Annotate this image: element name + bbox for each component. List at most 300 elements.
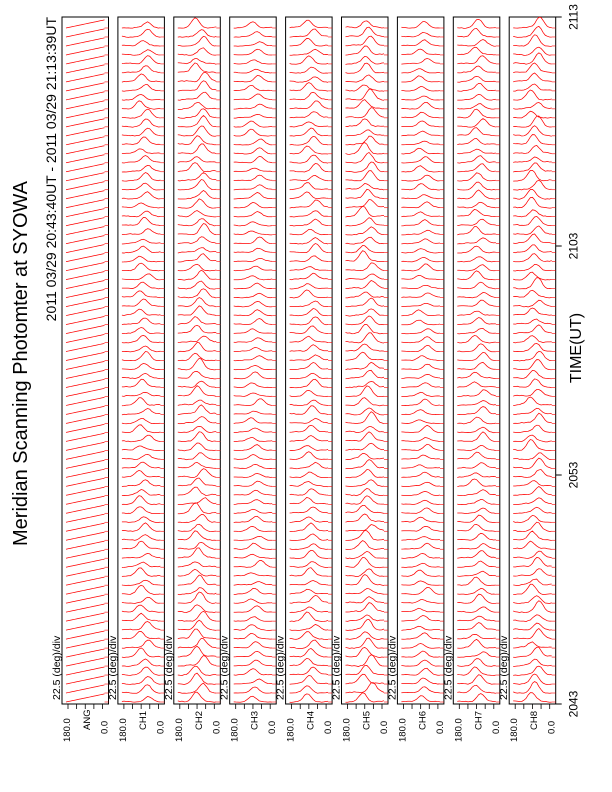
trace-line — [178, 562, 217, 567]
trace-line — [401, 329, 440, 334]
trace-line — [234, 399, 273, 406]
trace-line — [290, 146, 329, 154]
trace-line — [290, 436, 329, 442]
trace-line — [457, 257, 496, 262]
trace-line — [513, 210, 552, 217]
trace-line — [346, 171, 385, 181]
y-tick-label: 180.0 — [453, 718, 465, 742]
trace-line — [122, 128, 160, 136]
trace-line — [122, 50, 160, 56]
trace-line — [457, 104, 496, 109]
trace-line — [234, 139, 273, 145]
panel-ylabel: CH4 — [305, 710, 317, 730]
trace-line — [457, 623, 496, 630]
trace-line — [178, 605, 217, 613]
trace-line — [66, 541, 105, 549]
trace-line — [513, 234, 552, 244]
trace-line — [513, 216, 552, 225]
trace-line — [234, 319, 273, 325]
trace-line — [457, 300, 496, 306]
trace-line — [513, 308, 552, 315]
trace-line — [513, 425, 552, 432]
trace-line — [66, 415, 105, 423]
trace-line — [346, 541, 385, 550]
trace-line — [513, 666, 552, 675]
trace-line — [401, 32, 440, 37]
trace-line — [346, 333, 385, 343]
trace-line — [513, 135, 552, 145]
y-tick-label: 0.0 — [155, 720, 167, 734]
trace-line — [66, 613, 105, 621]
trace-line — [457, 685, 496, 693]
trace-line — [234, 582, 273, 586]
trace-line — [178, 190, 217, 199]
trace-line — [66, 218, 105, 226]
trace-line — [122, 41, 160, 47]
trace-line — [290, 607, 329, 613]
trace-line — [513, 103, 552, 110]
trace-line — [234, 276, 273, 280]
trace-line — [513, 453, 552, 460]
trace-line — [178, 48, 217, 56]
trace-line — [178, 381, 217, 388]
trace-line — [513, 397, 552, 406]
trace-line — [346, 108, 385, 118]
trace-line — [178, 237, 217, 244]
trace-line — [346, 75, 385, 82]
trace-line — [290, 425, 329, 432]
trace-line — [513, 647, 552, 657]
trace-line — [401, 626, 440, 630]
panel-scale-label: 22.5 (deg)/div — [218, 635, 231, 700]
trace-line — [178, 336, 217, 342]
trace-line — [122, 29, 160, 37]
trace-line — [457, 515, 496, 523]
trace-line — [122, 696, 160, 702]
trace-line — [457, 473, 496, 478]
trace-line — [401, 508, 440, 514]
panel-scale-label: 22.5 (deg)/div — [162, 635, 175, 700]
trace-line — [122, 568, 160, 576]
trace-line — [346, 227, 385, 235]
trace-line — [122, 74, 160, 82]
y-tick-label: 0.0 — [99, 720, 111, 734]
trace-line — [513, 47, 552, 55]
trace-line — [66, 631, 105, 639]
trace-line — [66, 532, 105, 540]
trace-line — [401, 455, 440, 459]
trace-line — [457, 119, 496, 128]
y-tick-label: 0.0 — [323, 720, 335, 734]
trace-line — [290, 373, 329, 379]
trace-line — [457, 634, 496, 638]
trace-line — [513, 344, 552, 352]
trace-line — [122, 299, 160, 306]
trace-line — [401, 141, 440, 145]
trace-line — [178, 298, 217, 307]
trace-line — [234, 465, 273, 469]
trace-line — [122, 613, 160, 621]
trace-line — [290, 632, 329, 640]
trace-line — [178, 432, 217, 442]
trace-line — [122, 282, 160, 289]
trace-line — [457, 362, 496, 369]
trace-line — [457, 561, 496, 567]
trace-line — [401, 644, 440, 649]
trace-line — [457, 432, 496, 442]
trace-line — [401, 392, 440, 396]
trace-line — [234, 411, 273, 414]
trace-line — [513, 569, 552, 576]
trace-line — [457, 452, 496, 459]
trace-line — [513, 351, 552, 361]
trace-line — [66, 649, 105, 657]
trace-line — [401, 285, 440, 288]
trace-line — [66, 245, 105, 253]
trace-line — [122, 685, 160, 694]
trace-line — [234, 679, 273, 684]
trace-line — [178, 109, 217, 118]
trace-line — [401, 364, 440, 369]
trace-line — [122, 379, 160, 387]
trace-line — [178, 386, 217, 397]
trace-line — [401, 175, 440, 181]
trace-line — [122, 137, 160, 145]
trace-line — [401, 166, 440, 172]
trace-line — [457, 372, 496, 378]
panel-scale-label: 22.5 (deg)/div — [386, 635, 399, 700]
trace-line — [513, 481, 552, 486]
trace-line — [122, 667, 160, 675]
trace-line — [178, 343, 217, 352]
trace-line — [178, 211, 217, 217]
trace-line — [346, 496, 385, 505]
trace-line — [513, 170, 552, 181]
trace-line — [513, 390, 552, 397]
trace-line — [290, 462, 329, 468]
trace-line — [457, 66, 496, 73]
trace-line — [122, 425, 160, 433]
trace-line — [346, 558, 385, 568]
trace-line — [234, 168, 273, 172]
trace-line — [513, 290, 552, 298]
trace-line — [66, 56, 105, 64]
trace-line — [122, 677, 160, 685]
trace-line — [234, 42, 273, 47]
trace-line — [457, 39, 496, 46]
trace-line — [66, 577, 105, 585]
trace-line — [513, 435, 552, 442]
trace-line — [290, 92, 329, 99]
trace-line — [290, 667, 329, 675]
trace-line — [346, 218, 385, 226]
trace-line — [122, 156, 160, 163]
trace-line — [346, 469, 385, 477]
trace-line — [401, 587, 440, 594]
trace-line — [457, 173, 496, 181]
trace-line — [290, 128, 329, 136]
trace-line — [234, 660, 273, 666]
trace-line — [66, 361, 105, 369]
panel-scale-label: 22.5 (deg)/div — [330, 635, 343, 700]
trace-line — [178, 611, 217, 621]
trace-line — [66, 182, 105, 190]
trace-line — [66, 568, 105, 576]
trace-line — [457, 479, 496, 487]
trace-line — [513, 336, 552, 343]
trace-line — [457, 190, 496, 199]
trace-line — [513, 470, 552, 478]
trace-line — [401, 69, 440, 73]
trace-line — [234, 509, 273, 513]
trace-line — [513, 596, 552, 604]
trace-line — [346, 480, 385, 487]
trace-line — [234, 474, 273, 478]
trace-line — [122, 246, 160, 253]
trace-line — [346, 189, 385, 198]
trace-line — [66, 119, 105, 127]
trace-line — [178, 443, 217, 451]
trace-line — [122, 109, 160, 118]
trace-line — [401, 608, 440, 612]
trace-line — [178, 136, 217, 145]
trace-line — [457, 19, 496, 28]
trace-line — [178, 325, 217, 333]
trace-line — [346, 569, 385, 577]
trace-line — [401, 87, 440, 92]
trace-line — [401, 651, 440, 657]
trace-line — [178, 306, 217, 316]
trace-line — [122, 622, 160, 630]
trace-line — [513, 498, 552, 505]
trace-line — [346, 237, 385, 244]
trace-line — [401, 59, 440, 65]
trace-line — [234, 185, 273, 190]
trace-line — [122, 580, 160, 585]
trace-line — [234, 301, 273, 306]
trace-line — [457, 344, 496, 352]
trace-line — [290, 112, 329, 118]
trace-line — [122, 462, 160, 468]
trace-line — [346, 362, 385, 369]
trace-line — [178, 317, 217, 325]
trace-line — [401, 465, 440, 468]
trace-line — [401, 157, 440, 163]
trace-line — [122, 535, 160, 541]
trace-line — [513, 370, 552, 378]
trace-line — [401, 554, 440, 559]
trace-line — [122, 435, 160, 442]
trace-line — [457, 149, 496, 154]
trace-line — [66, 343, 105, 351]
trace-line — [122, 585, 160, 594]
trace-line — [401, 275, 440, 279]
trace-line — [290, 175, 329, 180]
trace-line — [457, 271, 496, 280]
trace-line — [66, 65, 105, 73]
trace-line — [66, 478, 105, 486]
trace-line — [234, 696, 273, 702]
trace-line — [66, 595, 105, 603]
trace-line — [178, 400, 217, 405]
trace-line — [401, 303, 440, 306]
trace-line — [122, 418, 160, 423]
trace-line — [66, 263, 105, 271]
trace-line — [122, 597, 160, 603]
trace-line — [66, 316, 105, 324]
trace-line — [513, 413, 552, 423]
panels — [51, 17, 558, 742]
panel-ch8 — [498, 17, 558, 742]
trace-line — [346, 263, 385, 271]
trace-line — [66, 92, 105, 100]
trace-line — [234, 393, 273, 396]
trace-line — [234, 418, 273, 424]
trace-line — [346, 316, 385, 325]
trace-line — [234, 588, 273, 594]
y-tick-label: 0.0 — [434, 720, 446, 734]
trace-line — [401, 399, 440, 406]
trace-line — [513, 226, 552, 235]
trace-line — [178, 515, 217, 523]
time-range-label: 2011 03/29 20:43:40UT - 2011 03/29 21:13:39UT — [43, 17, 59, 322]
trace-line — [178, 588, 217, 595]
trace-line — [234, 651, 273, 657]
trace-line — [346, 183, 385, 190]
trace-line — [401, 96, 440, 100]
trace-line — [457, 667, 496, 676]
trace-line — [66, 451, 105, 459]
y-tick-label: 180.0 — [229, 718, 241, 742]
trace-line — [401, 500, 440, 504]
trace-line — [122, 274, 160, 280]
trace-line — [234, 445, 273, 451]
trace-line — [513, 408, 552, 414]
trace-line — [290, 77, 329, 82]
trace-line — [66, 298, 105, 306]
trace-line — [66, 523, 105, 531]
trace-line — [66, 101, 105, 109]
trace-line — [234, 175, 273, 180]
trace-line — [234, 454, 273, 459]
trace-line — [346, 280, 385, 288]
trace-line — [234, 148, 273, 154]
trace-line — [178, 289, 217, 298]
y-tick-label: 0.0 — [379, 720, 390, 734]
trace-line — [457, 265, 496, 271]
trace-line — [513, 325, 552, 334]
y-tick-label: 180.0 — [117, 718, 129, 742]
trace-line — [401, 184, 440, 190]
trace-line — [457, 427, 496, 433]
panel-ylabel: CH7 — [473, 710, 485, 730]
trace-line — [401, 310, 440, 316]
trace-line — [401, 320, 440, 325]
x-tick-label: 2103 — [566, 232, 581, 260]
trace-line — [178, 248, 217, 253]
trace-line — [346, 514, 385, 522]
trace-line — [290, 238, 329, 244]
trace-line — [346, 21, 385, 28]
trace-line — [401, 410, 440, 415]
trace-line — [346, 575, 385, 586]
trace-line — [457, 76, 496, 82]
trace-line — [401, 526, 440, 531]
y-tick-label: 0.0 — [267, 720, 279, 734]
trace-line — [122, 553, 160, 558]
trace-line — [457, 390, 496, 397]
trace-line — [178, 264, 217, 271]
trace-line — [401, 49, 440, 55]
trace-line — [513, 379, 552, 388]
trace-line — [66, 38, 105, 46]
trace-line — [178, 163, 217, 172]
trace-line — [290, 336, 329, 342]
trace-line — [457, 616, 496, 621]
trace-line — [234, 599, 273, 603]
trace-line — [401, 76, 440, 82]
trace-line — [234, 211, 273, 216]
trace-line — [66, 128, 105, 136]
trace-line — [290, 256, 329, 262]
trace-line — [66, 200, 105, 208]
trace-line — [178, 219, 217, 226]
trace-line — [178, 487, 217, 495]
trace-line — [122, 327, 160, 333]
trace-line — [401, 212, 440, 217]
trace-line — [178, 92, 217, 100]
trace-line — [66, 622, 105, 630]
trace-line — [66, 550, 105, 558]
trace-line — [66, 379, 105, 387]
trace-line — [178, 281, 217, 289]
trace-line — [66, 559, 105, 567]
trace-line — [290, 534, 329, 541]
trace-line — [234, 383, 273, 388]
panel-ch5 — [331, 17, 391, 742]
trace-line — [178, 629, 217, 639]
trace-line — [513, 601, 552, 613]
trace-line — [66, 164, 105, 172]
trace-line — [122, 192, 160, 199]
trace-line — [122, 490, 160, 496]
trace-line — [401, 678, 440, 684]
trace-line — [346, 488, 385, 495]
trace-line — [346, 453, 385, 459]
trace-line — [234, 248, 273, 252]
trace-line — [178, 656, 217, 666]
trace-line — [457, 639, 496, 648]
trace-line — [234, 372, 273, 379]
trace-line — [290, 183, 329, 190]
trace-line — [457, 328, 496, 334]
trace-line — [457, 499, 496, 504]
trace-line — [346, 100, 385, 109]
trace-line — [178, 478, 217, 486]
trace-line — [122, 229, 160, 235]
trace-line — [122, 22, 160, 28]
trace-line — [401, 40, 440, 46]
trace-line — [401, 438, 440, 442]
trace-line — [401, 337, 440, 343]
y-tick-label: 180.0 — [341, 718, 353, 742]
trace-line — [346, 292, 385, 298]
trace-line — [346, 162, 385, 172]
trace-line — [290, 317, 329, 325]
trace-line — [122, 523, 160, 532]
trace-line — [290, 675, 329, 684]
trace-line — [290, 267, 329, 271]
